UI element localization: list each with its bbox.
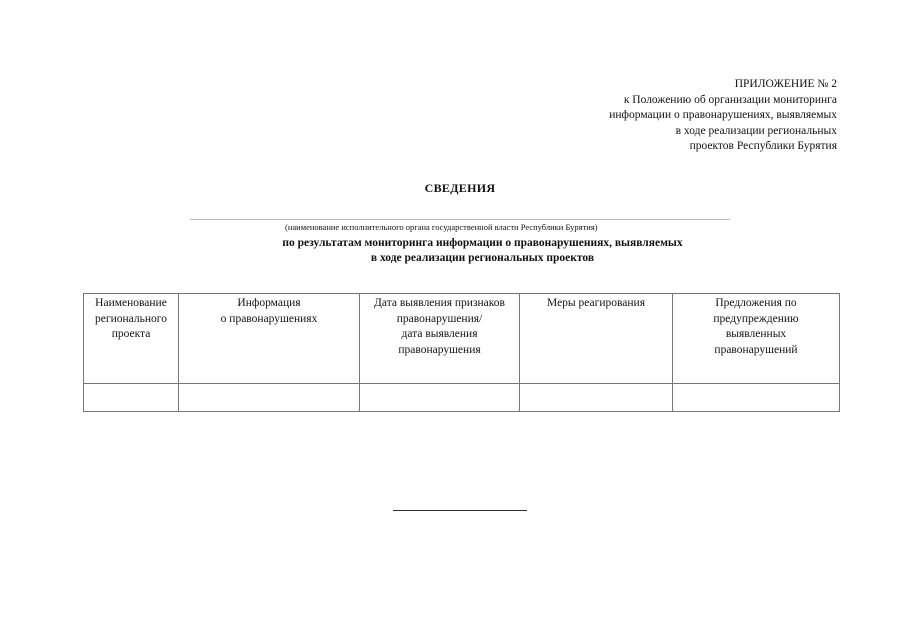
table-cell bbox=[179, 384, 360, 412]
subtitle-line: в ходе реализации региональных проектов bbox=[370, 251, 595, 264]
column-header-project: Наименование регионального проекта bbox=[84, 294, 179, 384]
column-header-prevention-proposals: Предложения по предупреждению выявленных правонарушений bbox=[673, 294, 840, 384]
appendix-reference-line: в ходе реализации региональных bbox=[675, 124, 837, 137]
appendix-reference-line: информации о правонарушениях, выявляемых bbox=[609, 109, 837, 121]
table-cell bbox=[673, 384, 840, 412]
table-cell bbox=[84, 384, 179, 412]
appendix-reference-line: проектов Республики Бурятия bbox=[689, 140, 837, 152]
subtitle-line: по результатам мониторинга информации о правонарушениях, выявляемых bbox=[282, 237, 683, 249]
table-row bbox=[84, 384, 840, 412]
appendix-number: ПРИЛОЖЕНИЕ № 2 bbox=[734, 78, 837, 90]
organization-fill-line bbox=[190, 219, 730, 220]
table-header-row bbox=[84, 294, 840, 384]
appendix-block bbox=[507, 77, 837, 155]
document-subtitle bbox=[150, 236, 815, 265]
column-header-violations-info: Информация о правонарушениях bbox=[179, 294, 360, 384]
appendix-reference-line: к Положению об организации мониторинга bbox=[623, 93, 837, 106]
table-cell bbox=[360, 384, 520, 412]
table-cell bbox=[520, 384, 673, 412]
monitoring-table bbox=[83, 293, 840, 412]
document-title: СВЕДЕНИЯ bbox=[424, 181, 496, 195]
column-header-response-measures: Меры реагирования bbox=[520, 294, 673, 384]
organization-caption: (наименование исполнительного органа государственной власти Республики Бурятия) bbox=[285, 222, 598, 232]
end-of-document-line bbox=[393, 510, 527, 511]
column-header-detection-date: Дата выявления признаков правонарушения/ дата выявления правонарушения bbox=[360, 294, 520, 384]
